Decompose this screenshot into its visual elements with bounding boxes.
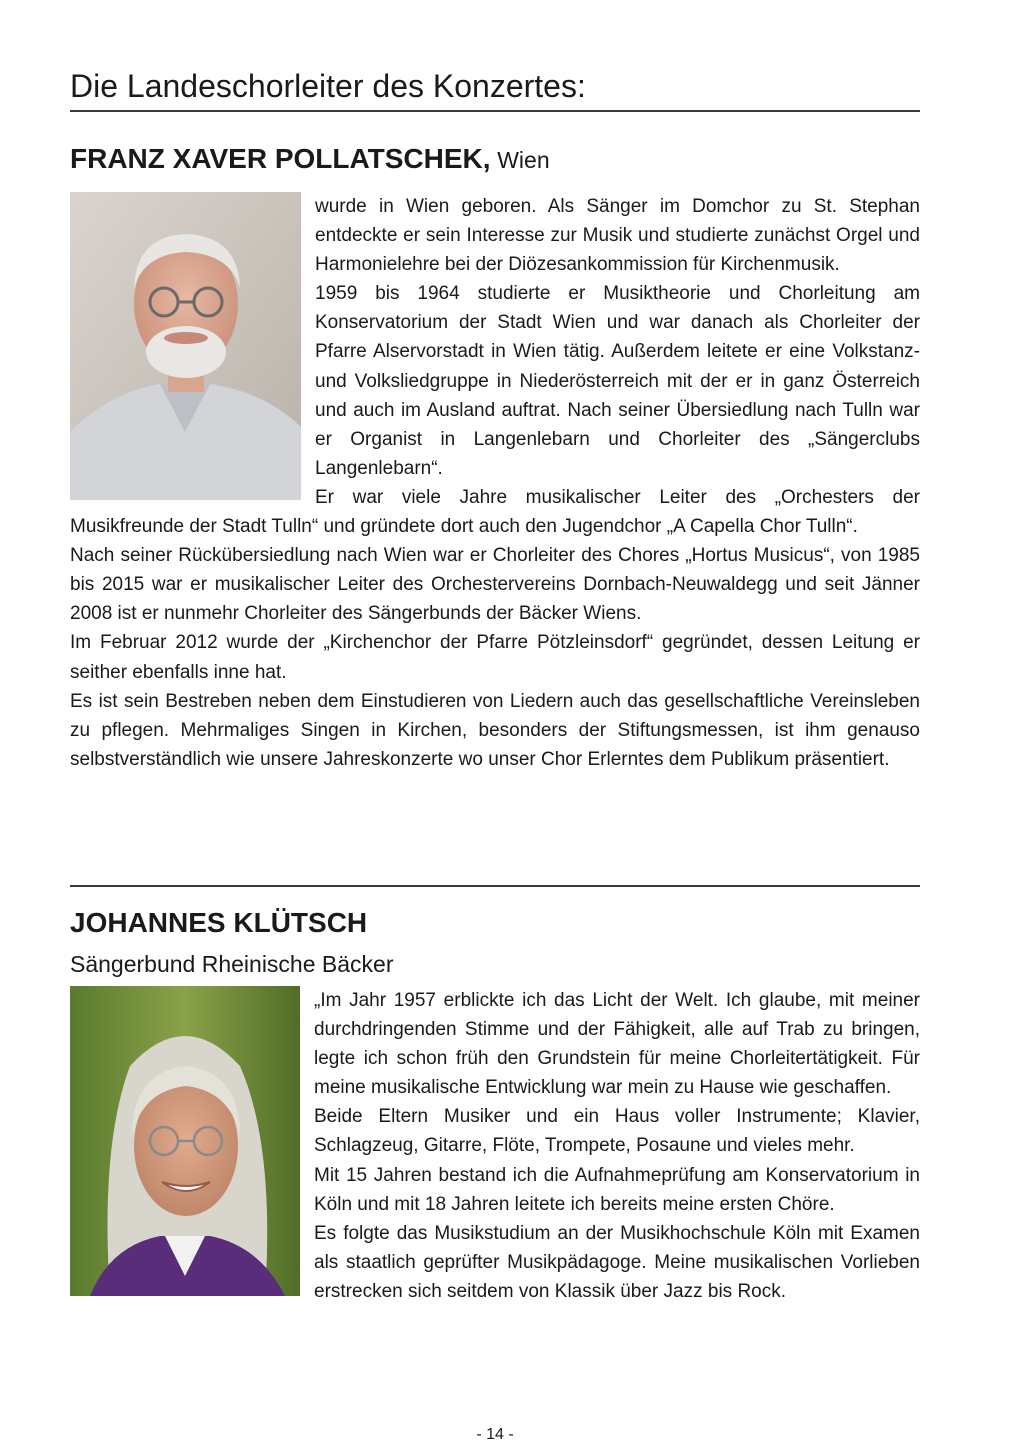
person2-portrait-photo bbox=[70, 986, 300, 1296]
title-divider bbox=[70, 110, 920, 112]
person2-heading bbox=[70, 906, 367, 942]
person2-biography bbox=[70, 986, 920, 1306]
person2-name: JOHANNES KLÜTSCH bbox=[70, 907, 368, 938]
person1-paragraph: 1959 bis 1964 studierte er Musiktheorie und Chorleitung am Konservatorium der Stadt Wien und war danach als Chorleiter der Pfarre Alservorstadt in Wien tätig. Außerdem leitete er eine Volkstanz- und Volksliedgruppe in Niederösterreich mit der er in ganz Österreich und auch im Ausland auftrat. Nach seiner Übersiedlung nach Tulln war er Organist in Langenlebarn und Chorleiter des „Sängerclubs Langenlebarn“. bbox=[315, 283, 920, 479]
person1-portrait-photo bbox=[70, 192, 301, 500]
person2-paragraph: „Im Jahr 1957 erblickte ich das Licht der Welt. Ich glaube, mit meiner durchdringenden Stimme und der Fähigkeit, alle auf Trab zu bringen, legte ich schon früh den Grundstein für meine Chorleitertätigkeit. Für meine musikalische Entwicklung war mein zu Hause wie geschaffen. bbox=[314, 990, 920, 1099]
document-page bbox=[70, 0, 920, 1452]
person1-name: FRANZ XAVER POLLATSCHEK, bbox=[70, 143, 491, 174]
page-title: Die Landeschorleiter des Konzertes: bbox=[70, 68, 586, 104]
person1-paragraph: wurde in Wien geboren. Als Sänger im Domchor zu St. Stephan entdeckte er sein Interesse zur Musik und studierte zunächst Orgel und Harmonielehre bei der Diözesankommission für Kirchenmusik. bbox=[315, 196, 920, 276]
person1-heading bbox=[70, 142, 550, 178]
person1-paragraph: Nach seiner Rückübersiedlung nach Wien war er Chorleiter des Chores „Hortus Musicus“, von 1985 bis 2015 war er musikalischer Leiter des Orchestervereins Dornbach-Neuwaldegg und seit Jänner 2008 ist er nunmehr Chorleiter des Sängerbunds der Bäcker Wiens. bbox=[70, 545, 920, 625]
person1-paragraph: Es ist sein Bestreben neben dem Einstudieren von Liedern auch das gesellschaftliche Vereinsleben zu pflegen. Mehrmaliges Singen in Kirchen, besonders der Stiftungsmessen, ist ihm genauso selbstverständlich wie unsere Jahreskonzerte wo unser Chor Erlerntes dem Publikum präsentiert. bbox=[70, 690, 920, 770]
page-number: - 14 - bbox=[476, 1426, 514, 1443]
person1-biography bbox=[70, 192, 920, 774]
person2-subtitle: Sängerbund Rheinische Bäcker bbox=[70, 951, 394, 977]
person1-city: Wien bbox=[497, 147, 550, 173]
person2-paragraph: Beide Eltern Musiker und ein Haus voller Instrumente; Klavier, Schlagzeug, Gitarre, Flöte, Trompete, Posaune und vieles mehr. bbox=[314, 1106, 920, 1157]
person2-paragraph: Es folgte das Musikstudium an der Musikhochschule Köln mit Examen als staatlich geprüfter Musikpädagoge. Meine musikalischen Vorlieben erstrecken sich seitdem von Klassik über Jazz bis Rock. bbox=[314, 1222, 920, 1302]
person2-paragraph: Mit 15 Jahren bestand ich die Aufnahmeprüfung am Konservatorium in Köln und mit 18 Jahren leitete ich bereits meine ersten Chöre. bbox=[314, 1164, 920, 1215]
person1-paragraph: Er war viele Jahre musikalischer Leiter des „Orchesters der Musikfreunde der Stadt Tulln“ und gründete dort auch den Jugendchor „A Capella Chor Tulln“. bbox=[70, 486, 920, 538]
section-divider bbox=[70, 885, 920, 887]
person1-paragraph: Im Februar 2012 wurde der „Kirchenchor der Pfarre Pötzleinsdorf“ gegründet, dessen Leitung er seither ebenfalls inne hat. bbox=[70, 632, 920, 683]
